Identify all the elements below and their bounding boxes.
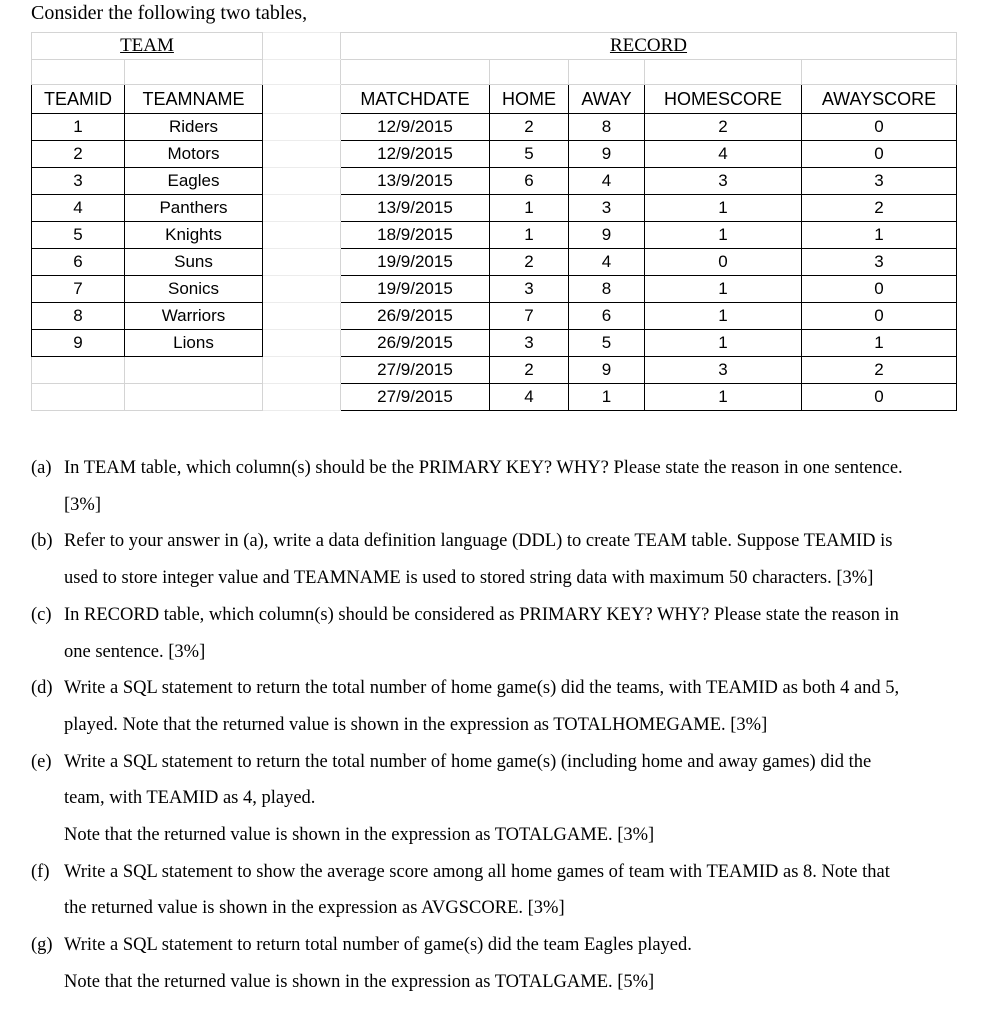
spacer-cell <box>263 303 341 330</box>
record-cell: 3 <box>645 168 802 195</box>
question-label: (d) <box>31 678 53 699</box>
question-line: one sentence. [3%] <box>64 641 206 662</box>
team-cell: 6 <box>32 249 125 276</box>
empty-cell <box>125 357 263 384</box>
question-line: In TEAM table, which column(s) should be the PRIMARY KEY? WHY? Please state the reason in one sentence. <box>64 458 903 478</box>
table-row <box>32 141 957 168</box>
table-row <box>32 249 957 276</box>
question-item <box>31 744 961 854</box>
team-cell: 3 <box>32 168 125 195</box>
question-line: Note that the returned value is shown in the expression as TOTALGAME. [5%] <box>64 971 655 992</box>
spacer-cell <box>263 195 341 222</box>
record-cell: 5 <box>569 330 645 357</box>
table-row <box>32 330 957 357</box>
record-cell: 1 <box>490 195 569 222</box>
record-cell: 0 <box>802 303 957 330</box>
record-cell: 3 <box>802 168 957 195</box>
spacer-cell <box>263 222 341 249</box>
record-header-cell: MATCHDATE <box>341 85 490 114</box>
record-cell: 2 <box>490 249 569 276</box>
record-cell: 1 <box>645 195 802 222</box>
empty-cell <box>490 60 569 85</box>
record-cell: 3 <box>802 249 957 276</box>
table-row <box>32 168 957 195</box>
record-cell: 18/9/2015 <box>341 222 490 249</box>
empty-cell <box>32 357 125 384</box>
empty-cell <box>32 384 125 411</box>
spacer-cell <box>263 85 341 114</box>
empty-cell <box>569 60 645 85</box>
spacer-cell <box>263 168 341 195</box>
team-table-caption: TEAM <box>32 33 263 60</box>
record-cell: 4 <box>490 384 569 411</box>
question-line: used to store integer value and TEAMNAME is used to stored string data with maximum 50 characters. [3%] <box>64 568 874 589</box>
record-cell: 1 <box>569 384 645 411</box>
record-cell: 9 <box>569 141 645 168</box>
team-cell: Motors <box>125 141 263 168</box>
question-line: In RECORD table, which column(s) should be considered as PRIMARY KEY? WHY? Please state the reason in <box>64 604 899 625</box>
record-cell: 4 <box>645 141 802 168</box>
record-cell: 1 <box>802 222 957 249</box>
record-cell: 0 <box>802 114 957 141</box>
record-cell: 8 <box>569 114 645 141</box>
question-item <box>31 523 961 596</box>
empty-cell <box>125 60 263 85</box>
team-cell: Warriors <box>125 303 263 330</box>
record-cell: 6 <box>490 168 569 195</box>
table-row <box>32 303 957 330</box>
table-row <box>32 195 957 222</box>
question-line: Refer to your answer in (a), write a data definition language (DDL) to create TEAM table. Suppose TEAMID is <box>64 531 893 552</box>
question-label: (b) <box>31 531 53 552</box>
record-cell: 2 <box>490 357 569 384</box>
record-cell: 3 <box>645 357 802 384</box>
team-cell: Panthers <box>125 195 263 222</box>
record-cell: 0 <box>802 141 957 168</box>
question-line: Write a SQL statement to show the average score among all home games of team with TEAMID as 8. Note that <box>64 861 890 882</box>
record-cell: 8 <box>569 276 645 303</box>
record-cell: 4 <box>569 168 645 195</box>
empty-cell <box>341 60 490 85</box>
team-cell: 7 <box>32 276 125 303</box>
team-cell: 2 <box>32 141 125 168</box>
tables-spreadsheet <box>31 32 957 411</box>
question-item <box>31 927 961 1000</box>
caption-row <box>32 33 957 60</box>
record-cell: 0 <box>802 276 957 303</box>
table-row <box>32 114 957 141</box>
spacer-cell <box>263 330 341 357</box>
record-cell: 1 <box>645 303 802 330</box>
intro-text: Consider the following two tables, <box>31 2 308 24</box>
question-line: team, with TEAMID as 4, played. <box>64 788 316 809</box>
empty-cell <box>32 60 125 85</box>
record-cell: 27/9/2015 <box>341 357 490 384</box>
record-cell: 0 <box>802 384 957 411</box>
question-item <box>31 450 961 523</box>
team-header-cell: TEAMID <box>32 85 125 114</box>
team-cell: 4 <box>32 195 125 222</box>
team-cell: Knights <box>125 222 263 249</box>
record-cell: 13/9/2015 <box>341 168 490 195</box>
question-label: (e) <box>31 751 52 772</box>
record-cell: 2 <box>802 357 957 384</box>
record-cell: 1 <box>645 222 802 249</box>
table-row <box>32 276 957 303</box>
record-cell: 1 <box>490 222 569 249</box>
record-cell: 2 <box>802 195 957 222</box>
question-line: the returned value is shown in the expression as AVGSCORE. [3%] <box>64 898 565 919</box>
question-line: played. Note that the returned value is shown in the expression as TOTALHOMEGAME. [3%] <box>64 714 768 735</box>
spacer-cell <box>263 114 341 141</box>
record-cell: 26/9/2015 <box>341 303 490 330</box>
questions-list <box>31 450 961 1001</box>
empty-cell <box>645 60 802 85</box>
record-cell: 5 <box>490 141 569 168</box>
record-cell: 12/9/2015 <box>341 114 490 141</box>
record-cell: 3 <box>490 330 569 357</box>
table-row <box>32 222 957 249</box>
table-row <box>32 357 957 384</box>
record-header-cell: HOME <box>490 85 569 114</box>
question-line: Note that the returned value is shown in the expression as TOTALGAME. [3%] <box>64 825 655 846</box>
record-header-cell: AWAY <box>569 85 645 114</box>
record-header-cell: HOMESCORE <box>645 85 802 114</box>
question-line: Write a SQL statement to return total number of game(s) did the team Eagles played. <box>64 935 692 956</box>
question-line: [3%] <box>64 494 101 515</box>
question-item <box>31 854 961 927</box>
team-cell: Eagles <box>125 168 263 195</box>
record-cell: 2 <box>645 114 802 141</box>
header-row <box>32 85 957 114</box>
record-cell: 1 <box>645 384 802 411</box>
record-cell: 0 <box>645 249 802 276</box>
record-cell: 27/9/2015 <box>341 384 490 411</box>
question-label: (a) <box>31 458 52 478</box>
spacer-cell <box>263 141 341 168</box>
team-cell: 5 <box>32 222 125 249</box>
record-cell: 26/9/2015 <box>341 330 490 357</box>
spacer-cell <box>263 33 341 60</box>
team-cell: Sonics <box>125 276 263 303</box>
empty-cell <box>263 60 341 85</box>
spacer-cell <box>263 249 341 276</box>
question-line: Write a SQL statement to return the total number of home game(s) did the teams, with TEAMID as both 4 and 5, <box>64 678 900 699</box>
record-cell: 1 <box>645 330 802 357</box>
empty-cell <box>125 384 263 411</box>
record-cell: 19/9/2015 <box>341 276 490 303</box>
team-cell: 9 <box>32 330 125 357</box>
record-cell: 4 <box>569 249 645 276</box>
blank-row <box>32 60 957 85</box>
question-label: (f) <box>31 861 50 882</box>
spacer-cell <box>263 357 341 384</box>
record-cell: 2 <box>490 114 569 141</box>
question-label: (g) <box>31 935 53 956</box>
record-cell: 19/9/2015 <box>341 249 490 276</box>
record-cell: 9 <box>569 357 645 384</box>
team-cell: Lions <box>125 330 263 357</box>
record-cell: 7 <box>490 303 569 330</box>
spacer-cell <box>263 276 341 303</box>
question-item <box>31 597 961 670</box>
spacer-cell <box>263 384 341 411</box>
record-table-caption: RECORD <box>341 33 957 60</box>
question-item <box>31 670 961 743</box>
question-line: Write a SQL statement to return the total number of home game(s) (including home and away games) did the <box>64 751 872 772</box>
record-cell: 6 <box>569 303 645 330</box>
record-cell: 9 <box>569 222 645 249</box>
team-cell: Riders <box>125 114 263 141</box>
empty-cell <box>802 60 957 85</box>
record-cell: 3 <box>490 276 569 303</box>
record-cell: 12/9/2015 <box>341 141 490 168</box>
table-row <box>32 384 957 411</box>
team-cell: Suns <box>125 249 263 276</box>
record-cell: 1 <box>645 276 802 303</box>
record-cell: 13/9/2015 <box>341 195 490 222</box>
question-label: (c) <box>31 604 52 625</box>
record-header-cell: AWAYSCORE <box>802 85 957 114</box>
team-cell: 1 <box>32 114 125 141</box>
record-cell: 3 <box>569 195 645 222</box>
record-cell: 1 <box>802 330 957 357</box>
team-cell: 8 <box>32 303 125 330</box>
team-header-cell: TEAMNAME <box>125 85 263 114</box>
